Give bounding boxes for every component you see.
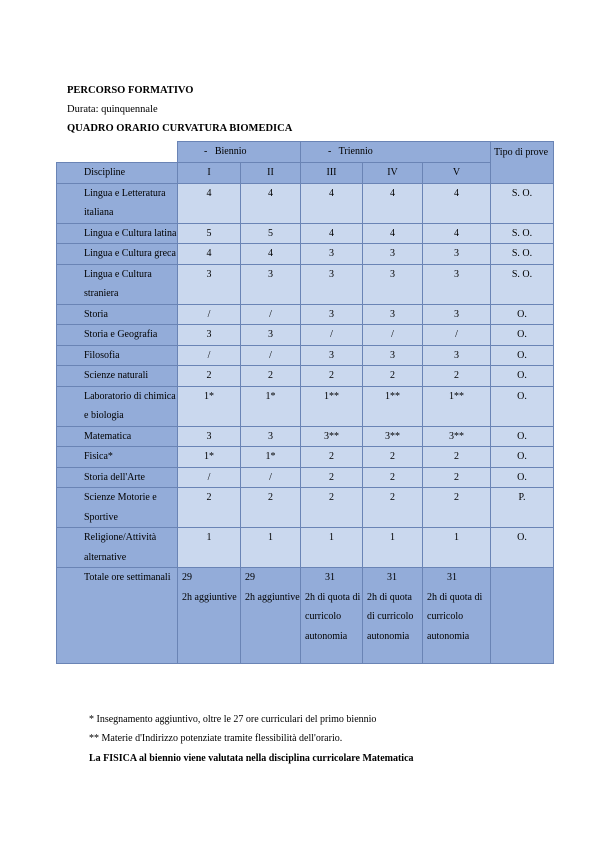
hours-cell: 2 (363, 488, 423, 528)
table-row (57, 386, 554, 426)
table-row (57, 426, 554, 447)
discipline-name: Scienze Motorie e Sportive (57, 488, 178, 528)
hours-cell: 5 (178, 223, 241, 244)
hours-cell: 1* (241, 386, 301, 426)
table-row (57, 447, 554, 468)
hours-cell: 2 (241, 488, 301, 528)
hours-cell: 4 (301, 223, 363, 244)
hours-cell: 3 (363, 244, 423, 265)
tipo-prove-cell: O. (491, 345, 554, 366)
table-row (57, 467, 554, 488)
hours-cell: 3 (178, 426, 241, 447)
table-row (57, 223, 554, 244)
hours-cell: 2 (241, 366, 301, 387)
tipo-prove-cell: O. (491, 325, 554, 346)
total-note: 2h aggiuntive (245, 591, 300, 603)
hours-cell: 2 (301, 447, 363, 468)
duration-text: Durata: quinquennale (67, 104, 158, 115)
hours-cell: 2 (363, 447, 423, 468)
total-label: Totale ore settimanali (57, 568, 178, 664)
hours-cell: 3** (423, 426, 491, 447)
page-title: PERCORSO FORMATIVO (67, 85, 194, 96)
hours-cell: 4 (363, 223, 423, 244)
tipo-prove-header: Tipo di prove (491, 142, 554, 184)
total-note: 2h di quota di curricolo autonomia (367, 591, 414, 642)
discipline-name: Lingua e Cultura straniera (57, 264, 178, 304)
hours-cell: 3 (301, 304, 363, 325)
hours-cell: 1 (178, 528, 241, 568)
hours-cell: 3 (423, 244, 491, 265)
hours-cell: 4 (178, 183, 241, 223)
year-header: III (301, 162, 363, 183)
hours-cell: 2 (423, 366, 491, 387)
hours-cell: 3 (423, 264, 491, 304)
hours-cell: 1** (301, 386, 363, 426)
total-cell (301, 568, 363, 664)
total-note: 2h di quota di curricolo autonomia (427, 591, 483, 642)
hours-cell: 1* (178, 386, 241, 426)
tipo-prove-cell: O. (491, 447, 554, 468)
table-row (57, 325, 554, 346)
hours-cell: 2 (301, 467, 363, 488)
hours-cell: 3 (301, 244, 363, 265)
hours-cell: 1 (241, 528, 301, 568)
tipo-prove-cell: S. O. (491, 183, 554, 223)
total-tipo-empty (491, 568, 554, 664)
hours-cell: 1** (423, 386, 491, 426)
hours-cell: 4 (363, 183, 423, 223)
footnote-2: ** Materie d'Indirizzo potenziate tramite flessibilità dell'orario. (89, 733, 343, 744)
discipline-name: Storia dell'Arte (57, 467, 178, 488)
year-header: IV (363, 162, 423, 183)
total-note: 2h aggiuntive (182, 591, 237, 603)
tipo-prove-cell: O. (491, 366, 554, 387)
hours-cell: 4 (423, 223, 491, 244)
hours-cell: 3** (363, 426, 423, 447)
hours-cell: 2 (423, 488, 491, 528)
discipline-name: Storia (57, 304, 178, 325)
tipo-prove-cell: O. (491, 426, 554, 447)
tipo-prove-cell: O. (491, 386, 554, 426)
table-row (57, 488, 554, 528)
hours-cell: / (178, 345, 241, 366)
group-biennio: - Biennio (178, 142, 301, 163)
discipline-name: Lingua e Letteratura italiana (57, 183, 178, 223)
hours-cell: 2 (423, 447, 491, 468)
hours-cell: 3 (241, 426, 301, 447)
hours-cell: 2 (363, 467, 423, 488)
hours-cell: 2 (301, 488, 363, 528)
hours-cell: / (241, 345, 301, 366)
year-header: I (178, 162, 241, 183)
total-cell (178, 568, 241, 664)
header-row-groups (57, 142, 554, 163)
table-row (57, 264, 554, 304)
hours-cell: 3 (423, 345, 491, 366)
tipo-prove-cell: S. O. (491, 264, 554, 304)
hours-cell: 3 (301, 345, 363, 366)
hours-cell: 3 (241, 325, 301, 346)
total-note: 2h di quota di curricolo autonomia (305, 591, 361, 642)
hours-cell: 2 (178, 366, 241, 387)
hours-cell: 2 (301, 366, 363, 387)
hours-cell: / (178, 467, 241, 488)
hours-cell: 1* (178, 447, 241, 468)
hours-cell: 1 (423, 528, 491, 568)
tipo-prove-cell: O. (491, 304, 554, 325)
hours-cell: 3 (178, 264, 241, 304)
hours-cell: 2 (423, 467, 491, 488)
total-hours: 31 (325, 572, 335, 583)
table-row (57, 528, 554, 568)
hours-cell: / (241, 467, 301, 488)
discipline-name: Laboratorio di chimica e biologia (57, 386, 178, 426)
group-triennio: - Triennio (301, 142, 491, 163)
hours-cell: / (241, 304, 301, 325)
tipo-prove-cell: P. (491, 488, 554, 528)
table-row (57, 345, 554, 366)
tipo-prove-cell: S. O. (491, 223, 554, 244)
total-row (57, 568, 554, 664)
timetable (56, 141, 554, 664)
discipline-name: Scienze naturali (57, 366, 178, 387)
hours-cell: 1 (363, 528, 423, 568)
year-header: V (423, 162, 491, 183)
footnote-1: * Insegnamento aggiuntivo, oltre le 27 ore curriculari del primo biennio (89, 714, 377, 725)
total-hours: 31 (447, 572, 457, 583)
hours-cell: 4 (241, 244, 301, 265)
hours-cell: 4 (241, 183, 301, 223)
hours-cell: 4 (423, 183, 491, 223)
hours-cell: 3 (423, 304, 491, 325)
table-row (57, 366, 554, 387)
hours-cell: 4 (301, 183, 363, 223)
total-cell (241, 568, 301, 664)
discipline-name: Fisica* (57, 447, 178, 468)
hours-cell: 3 (178, 325, 241, 346)
total-hours: 29 (245, 572, 255, 583)
discipline-name: Lingua e Cultura latina (57, 223, 178, 244)
tipo-prove-cell: O. (491, 467, 554, 488)
total-cell (363, 568, 423, 664)
hours-cell: / (363, 325, 423, 346)
discipline-header: Discipline (57, 163, 178, 184)
tipo-prove-cell: O. (491, 528, 554, 568)
total-hours: 29 (182, 572, 192, 583)
discipline-name: Lingua e Cultura greca (57, 244, 178, 265)
hours-cell: / (178, 304, 241, 325)
hours-cell: 3** (301, 426, 363, 447)
hours-cell: 2 (178, 488, 241, 528)
hours-cell: 3 (363, 304, 423, 325)
hours-cell: 3 (363, 345, 423, 366)
table-row (57, 244, 554, 265)
hours-cell: 1* (241, 447, 301, 468)
total-cell (423, 568, 491, 664)
discipline-name: Matematica (57, 426, 178, 447)
total-hours: 31 (387, 572, 397, 583)
table-title: QUADRO ORARIO CURVATURA BIOMEDICA (67, 123, 293, 134)
discipline-name: Storia e Geografia (57, 325, 178, 346)
table-row (57, 183, 554, 223)
hours-cell: 2 (363, 366, 423, 387)
hours-cell: 3 (241, 264, 301, 304)
discipline-name: Religione/Attività alternative (57, 528, 178, 568)
discipline-name: Filosofia (57, 345, 178, 366)
hours-cell: 4 (178, 244, 241, 265)
hours-cell: 3 (363, 264, 423, 304)
hours-cell: 3 (301, 264, 363, 304)
year-header: II (241, 162, 301, 183)
footnote-3: La FISICA al biennio viene valutata nella disciplina curricolare Matematica (89, 753, 414, 764)
tipo-prove-cell: S. O. (491, 244, 554, 265)
table-row (57, 304, 554, 325)
hours-cell: / (301, 325, 363, 346)
hours-cell: 1 (301, 528, 363, 568)
hours-cell: 5 (241, 223, 301, 244)
hours-cell: 1** (363, 386, 423, 426)
hours-cell: / (423, 325, 491, 346)
